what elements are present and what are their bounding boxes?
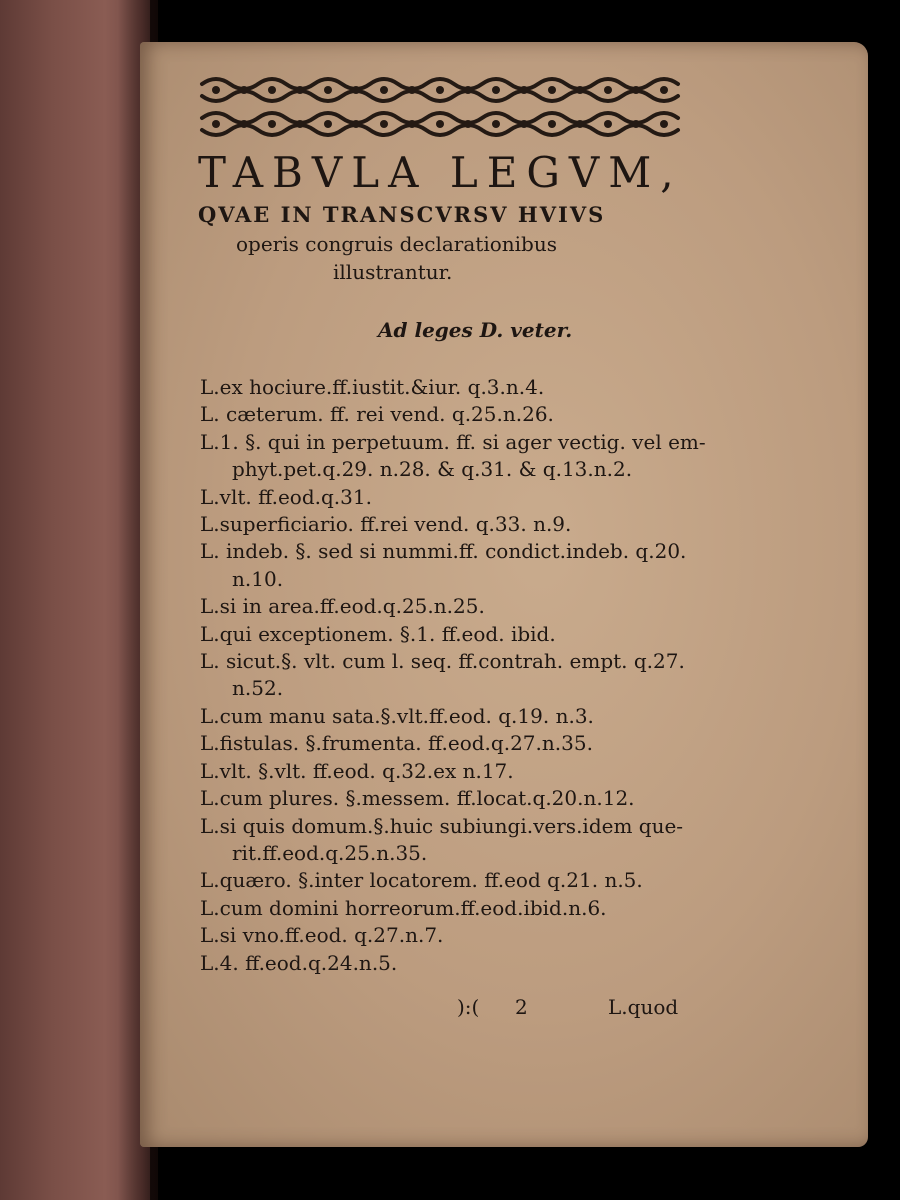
list-item: L. cæterum. ff. rei vend. q.25.n.26. <box>200 402 554 427</box>
list-item-continuation: rit.ff.eod.q.25.n.35. <box>232 840 428 865</box>
list-item: L.cum plures. §.messem. ff.locat.q.20.n.12. <box>200 786 635 811</box>
list-item: L.si vno.ff.eod. q.27.n.7. <box>200 923 444 948</box>
law-index-list <box>200 374 706 977</box>
page-subtitle: QVAE IN TRANSCVRSV HVIVS <box>198 202 606 227</box>
list-item: L.qui exceptionem. §.1. ff.eod. ibid. <box>200 621 556 646</box>
list-item-continuation: phyt.pet.q.29. n.28. & q.31. & q.13.n.2. <box>232 457 633 482</box>
page-title: TABVLA LEGVM, <box>198 148 683 197</box>
list-item: L.1. §. qui in perpetuum. ff. si ager vectig. vel em- <box>200 429 706 454</box>
list-item: L. indeb. §. sed si nummi.ff. condict.indeb. q.20. <box>200 539 687 564</box>
intro-line-2: illustrantur. <box>333 260 453 284</box>
list-item: L.fistulas. §.frumenta. ff.eod.q.27.n.35. <box>200 731 593 756</box>
list-item: L. sicut.§. vlt. cum l. seq. ff.contrah. empt. q.27. <box>200 649 685 674</box>
section-heading: Ad leges D. veter. <box>378 318 573 342</box>
catchword: L.quod <box>608 995 679 1019</box>
intro-line-1: operis congruis declarationibus <box>236 232 557 256</box>
list-item: L.4. ff.eod.q.24.n.5. <box>200 950 398 975</box>
list-item: L.si in area.ff.eod.q.25.n.25. <box>200 594 485 619</box>
signature-mark: ):( <box>457 995 480 1019</box>
printers-ornament-band <box>198 72 686 142</box>
page-footer <box>0 995 900 1025</box>
list-item: L.quæro. §.inter locatorem. ff.eod q.21. n.5. <box>200 868 643 893</box>
list-item: L.cum domini horreorum.ff.eod.ibid.n.6. <box>200 895 607 920</box>
list-item: L.si quis domum.§.huic subiungi.vers.idem que- <box>200 813 684 838</box>
list-item: L.ex hociure.ff.iustit.&iur. q.3.n.4. <box>200 375 545 399</box>
list-item: L.vlt. §.vlt. ff.eod. q.32.ex n.17. <box>200 758 514 783</box>
list-item: L.cum manu sata.§.vlt.ff.eod. q.19. n.3. <box>200 703 594 728</box>
sheet-number: 2 <box>515 995 528 1019</box>
list-item: L.superficiario. ff.rei vend. q.33. n.9. <box>200 512 572 537</box>
list-item: L.vlt. ff.eod.q.31. <box>200 484 372 509</box>
list-item-continuation: n.52. <box>232 676 284 701</box>
list-item-continuation: n.10. <box>232 566 284 591</box>
